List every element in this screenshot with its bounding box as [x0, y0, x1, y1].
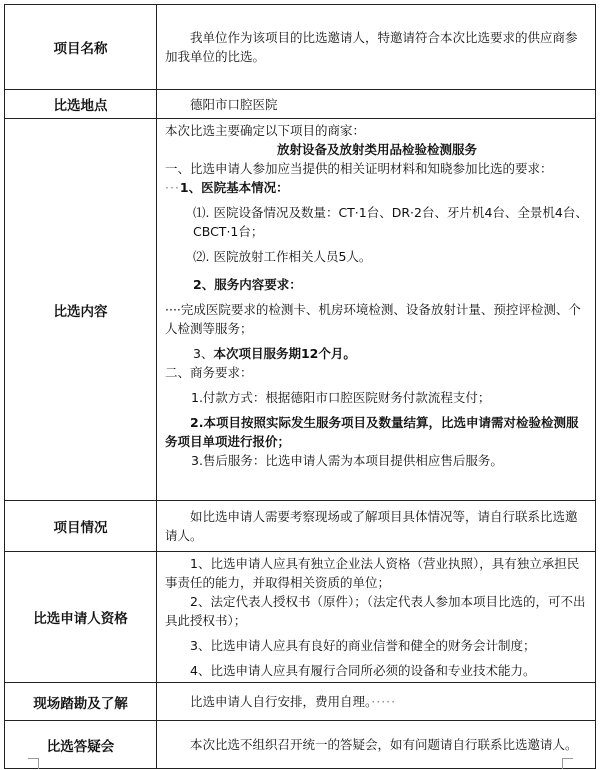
service-text: ····完成医院要求的检测卡、机房环境检测、设备放射计量、预控评检测、个人检测等服务； [165, 302, 581, 336]
service-term-prefix: 3、 [193, 346, 214, 361]
row-content-project-name [157, 5, 596, 90]
page-corner-mark-left [28, 758, 39, 769]
row-content-qualification [157, 552, 596, 683]
row-content-situation [157, 501, 596, 552]
row-label-project-name: 项目名称 [5, 5, 157, 90]
subsection-hospital-info [165, 178, 589, 197]
row-content-site-visit [157, 683, 596, 721]
subsection-hospital-title: 1、医院基本情况： [179, 180, 289, 195]
procurement-info-table [4, 4, 596, 769]
table-row [5, 552, 596, 683]
staff-item: ⑵. 医院放射工作相关人员5人。 [193, 249, 372, 264]
row-label-situation: 项目情况 [5, 501, 157, 552]
situation-text: 如比选申请人需要考察现场或了解项目具体情况等，请自行联系比选邀请人。 [165, 509, 578, 543]
qualification-item-3: 3、比选申请人应具有良好的商业信誉和健全的财务会计制度； [190, 638, 536, 653]
table-row [5, 683, 596, 721]
row-label-qualification: 比选申请人资格 [5, 552, 157, 683]
after-sales-terms: 3.售后服务：比选申请人需为本项目提供相应售后服务。 [191, 453, 503, 468]
row-label-qa: 比选答疑会 [5, 721, 157, 769]
service-term-text: 本次项目服务期12个月。 [213, 346, 356, 361]
row-label-site-visit: 现场踏勘及了解 [5, 683, 157, 721]
site-visit-line [165, 692, 589, 711]
qualification-item-1: 1、比选申请人应具有独立企业法人资格（营业执照），具有独立承担民事责任的能力，并取得相关资质的单位； [165, 556, 580, 590]
content-intro: 本次比选主要确定以下项目的商家： [165, 123, 366, 138]
site-visit-text: 比选申请人自行安排，费用自理。 [190, 694, 372, 709]
settlement-terms: 2.本项目按照实际发生服务项目及数量结算，比选申请需对检验检测服务项目单项进行报价； [165, 415, 579, 449]
table-row [5, 5, 596, 90]
leader-dots: ··· [165, 180, 180, 195]
row-label-location: 比选地点 [5, 90, 157, 119]
section-two-heading: 二、商务要求： [165, 365, 253, 380]
page-corner-mark-right [562, 758, 573, 769]
table-row [5, 90, 596, 119]
table-row [5, 721, 596, 769]
project-name-text: 我单位作为该项目的比选邀请人，特邀请符合本次比选要求的供应商参加我单位的比选。 [165, 30, 578, 64]
table-row [5, 501, 596, 552]
project-title: 放射设备及放射类用品检验检测服务 [276, 142, 477, 157]
service-term [165, 344, 589, 363]
row-content-content [157, 119, 596, 501]
location-text: 德阳市口腔医院 [190, 96, 278, 112]
qualification-item-2: 2、法定代表人授权书（原件）；（法定代表人参加本项目比选的，可不出具此授权书）； [165, 594, 586, 628]
row-content-qa [157, 721, 596, 769]
qa-text: 本次比选不组织召开统一的答疑会，如有问题请自行联系比选邀请人。 [190, 737, 578, 752]
table-row [5, 119, 596, 501]
qualification-item-4: 4、比选申请人应具有履行合同所必须的设备和专业技术能力。 [190, 663, 536, 678]
trailing-dots: ····· [371, 694, 397, 709]
payment-terms: 1.付款方式：根据德阳市口腔医院财务付款流程支付； [191, 390, 491, 405]
row-label-content: 比选内容 [5, 119, 157, 501]
row-content-location [157, 90, 596, 119]
subsection-service-title: 2、服务内容要求： [193, 277, 302, 292]
equipment-item: ⑴. 医院设备情况及数量：CT·1台、DR·2台、牙片机4台、全景机4台、CBCT·1台； [193, 205, 588, 239]
section-one-heading: 一、比选申请人参加应当提供的相关证明材料和知晓参加比选的要求： [165, 161, 553, 176]
